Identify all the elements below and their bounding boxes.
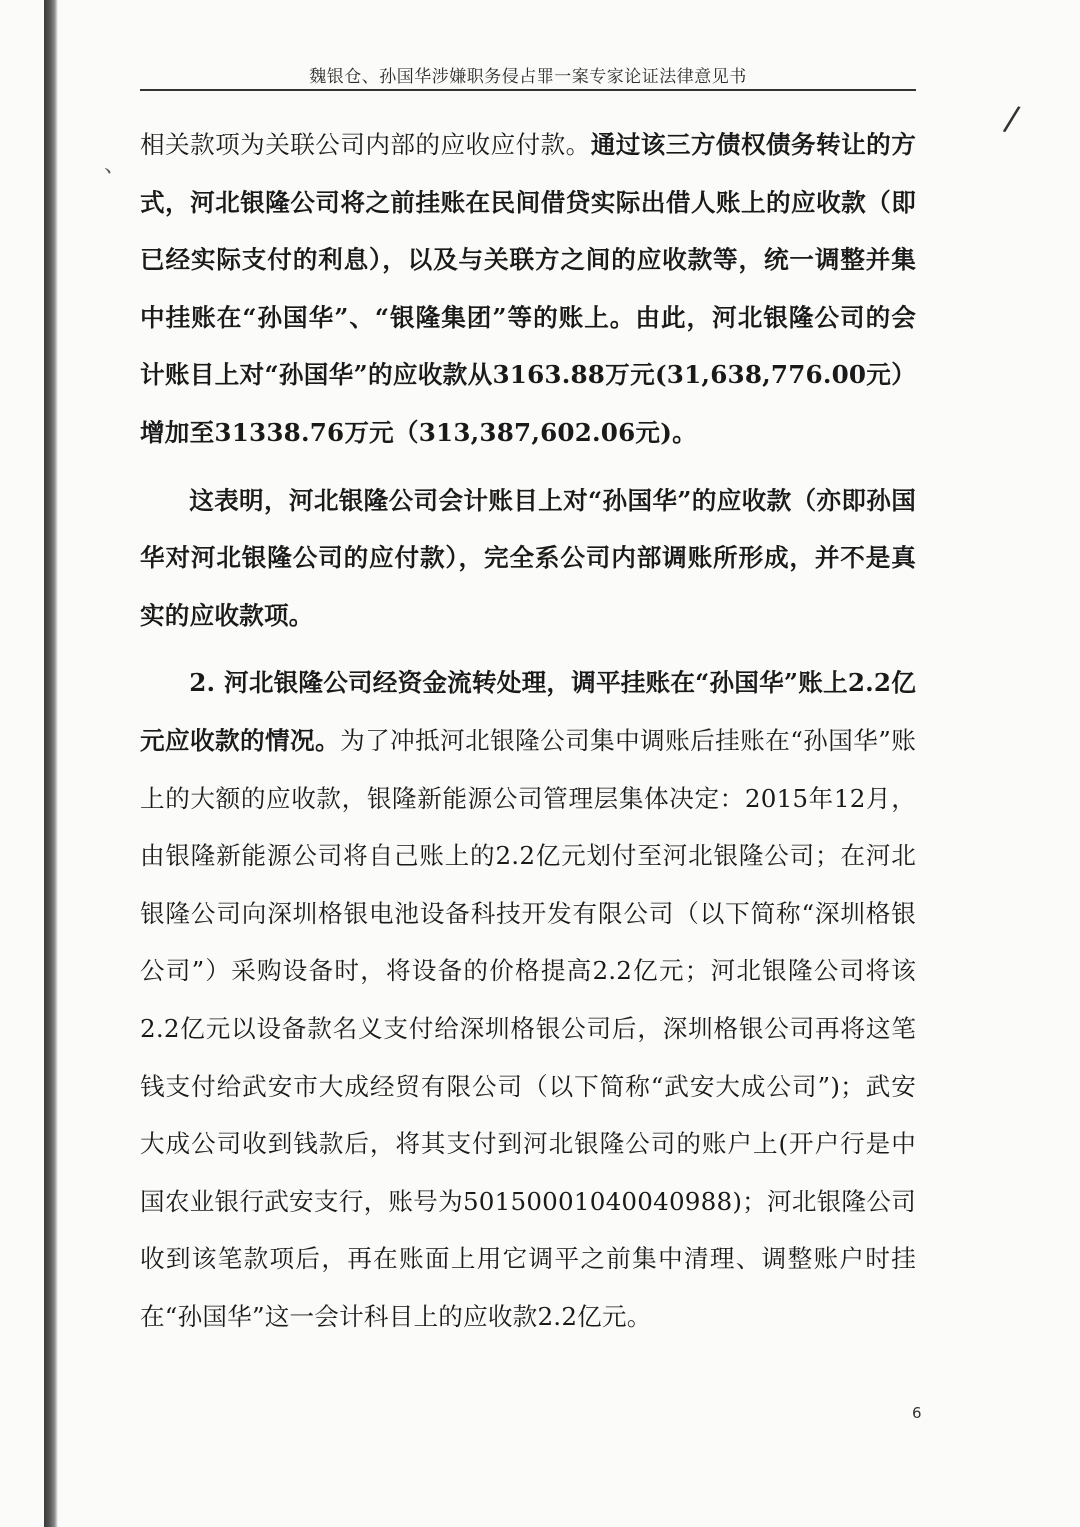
paragraph-2-run-1-bold: 这表明，河北银隆公司会计账目上对“孙国华”的应收款（亦即孙国华对河北银隆公司的应付款），完全系公司内部调账所形成，并不是真实的应收款项。: [140, 485, 916, 630]
paragraph-3-run-1-bold: 2. 河北银隆公司经资金流转处理，调平挂账在“孙国华”账上2.2亿元应收款的情况。: [140, 668, 916, 755]
paragraph-3: [140, 654, 916, 1345]
header-divider: [140, 89, 916, 91]
scan-binding-edge: [44, 0, 58, 1527]
paragraph-3-run-2: 为了冲抵河北银隆公司集中调账后挂账在“孙国华”账上的大额的应收款，银隆新能源公司管理层集体决定：2015年12月，由银隆新能源公司将自己账上的2.2亿元划付至河北银隆公司；在河北银隆公司向深圳格银电池设备科技开发有限公司（以下简称“深圳格银公司”）采购设备时，将设备的价格提高2.2亿元；河北银隆公司将该2.2亿元以设备款名义支付给深圳格银公司后，深圳格银公司再将这笔钱支付给武安市大成经贸有限公司（以下简称“武安大成公司”)；武安大成公司收到钱款后，将其支付到河北银隆公司的账户上(开户行是中国农业银行武安支行，账号为50150001040040988)；河北银隆公司收到该笔款项后，再在账面上用它调平之前集中清理、调整账户时挂在“孙国华”这一会计科目上的应收款2.2亿元。: [140, 725, 916, 1331]
document-header-title: 魏银仓、孙国华涉嫌职务侵占罪一案专家论证法律意见书: [309, 67, 747, 87]
paragraph-1: [140, 116, 916, 462]
document-body: [140, 116, 916, 1345]
page-number: 6: [912, 1404, 922, 1422]
paragraph-1-run-1: 相关款项为关联公司内部的应收应付款。: [140, 130, 591, 159]
paragraph-2: [140, 472, 916, 645]
paragraph-1-run-2-bold: 通过该三方债权债务转让的方式，河北银隆公司将之前挂账在民间借贷实际出借人账上的应收款（即已经实际支付的利息），以及与关联方之间的应收款等，统一调整并集中挂账在“孙国华”、“银隆集团”等的账上。由此，河北银隆公司的会计账目上对“孙国华”的应收款从3163.88万元(31,638,776.00元）增加至31338.76万元（313,387,602.06元)。: [140, 130, 916, 447]
handwritten-margin-mark: /: [1001, 98, 1023, 140]
margin-dot-mark: 、: [104, 153, 127, 178]
